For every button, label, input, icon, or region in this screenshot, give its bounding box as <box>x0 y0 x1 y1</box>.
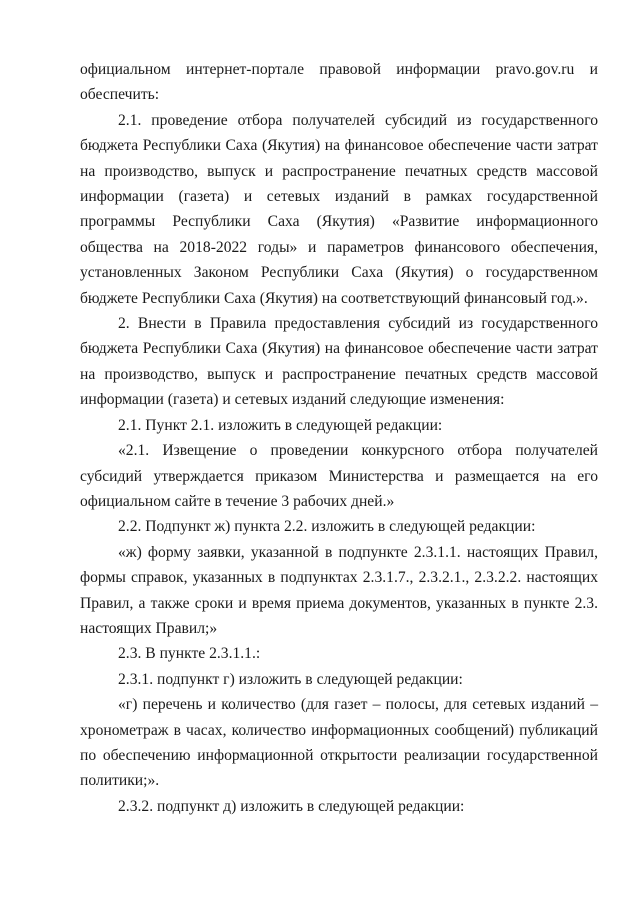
paragraph-2-3-clause: 2.3. В пункте 2.3.1.1.: <box>118 645 261 663</box>
paragraph-2-amend-rules: 2. Внести в Правила предоставления субсидий из государственного бюджета Республики Саха (Якутия) на финансовое обеспечение части затрат на производство, выпуск и распространение печатных средств массовой информации (газета) и сетевых изданий следующие изменения: <box>80 315 598 409</box>
paragraph-2-1-quote: «2.1. Извещение о проведении конкурсного отбора получателей субсидий утверждается приказом Министерства и размещается на его официальном сайте в течение 3 рабочих дней.» <box>80 442 598 510</box>
paragraph-2-2-quote: «ж) форму заявки, указанной в подпункте 2.3.1.1. настоящих Правил, формы справок, указанных в подпунктах 2.3.1.7., 2.3.2.1., 2.3.2.2. настоящих Правил, а также сроки и время приема документов, указанных в пункте 2.3. настоящих Правил;» <box>80 543 598 637</box>
paragraph-continuation: официальном интернет-портале правовой информации pravo.gov.ru и обеспечить: <box>80 61 598 104</box>
document-page <box>80 57 598 819</box>
paragraph-2-1-selection: 2.1. проведение отбора получателей субсидий из государственного бюджета Республики Саха (Якутия) на финансовое обеспечение части затрат на производство, выпуск и распространение печатных средств массовой информации (газета) и сетевых изданий в рамках государственной программы Республики Саха (Якутия) «Развитие информационного общества на 2018-2022 годы» и параметров финансового обеспечения, установленных Законом Республики Саха (Якутия) о государственном бюджете Республики Саха (Якутия) на соответствующий финансовый год.». <box>80 111 598 307</box>
paragraph-2-3-1-quote: «г) перечень и количество (для газет – полосы, для сетевых изданий – хронометраж в часах, количество информационных сообщений) публикаций по обеспечению информационной открытости реализации государственной политики;». <box>80 696 598 790</box>
paragraph-2-3-2-clause: 2.3.2. подпункт д) изложить в следующей редакции: <box>118 797 465 815</box>
paragraph-2-1-clause: 2.1. Пункт 2.1. изложить в следующей редакции: <box>118 416 443 434</box>
paragraph-2-3-1-clause: 2.3.1. подпункт г) изложить в следующей редакции: <box>118 670 463 688</box>
paragraph-2-2-clause: 2.2. Подпункт ж) пункта 2.2. изложить в следующей редакции: <box>118 518 536 536</box>
